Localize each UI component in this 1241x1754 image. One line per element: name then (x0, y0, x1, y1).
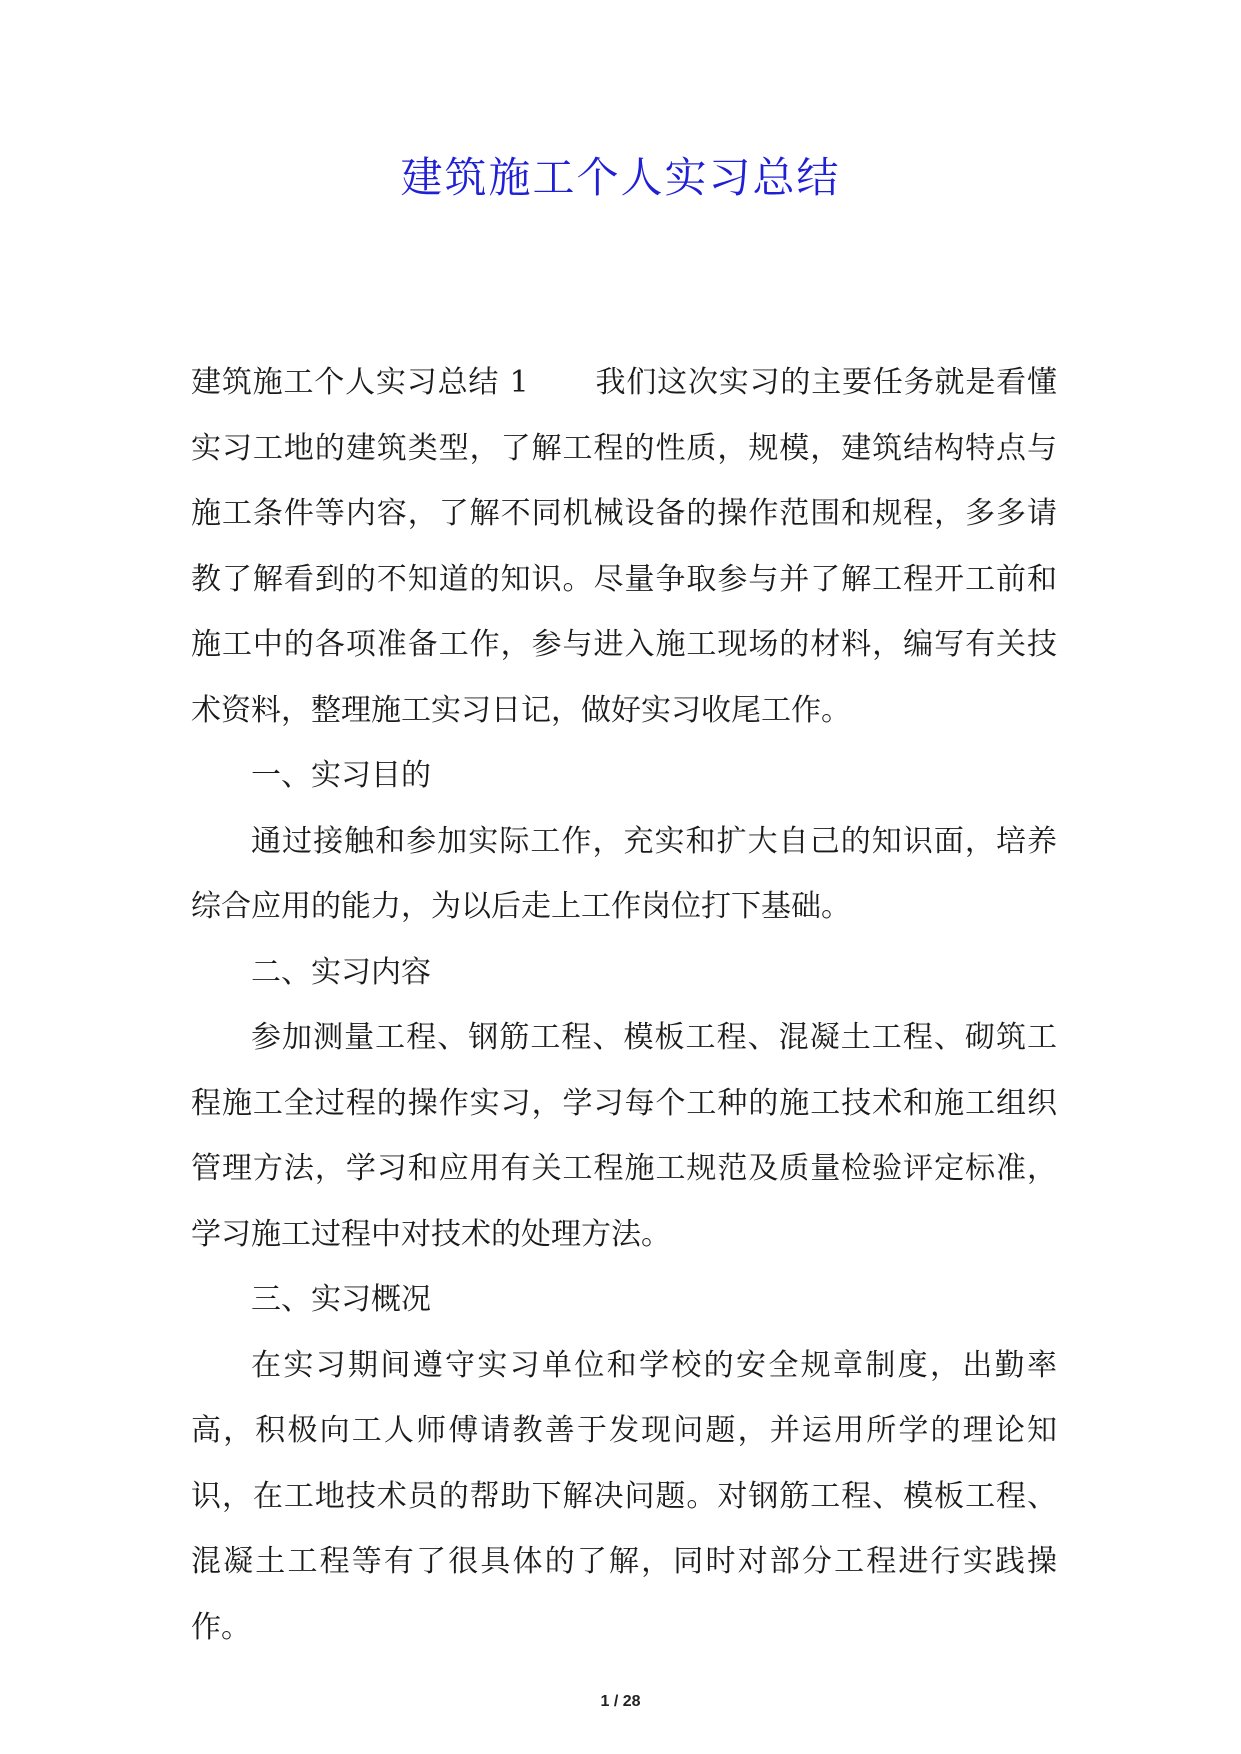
document-title: 建筑施工个人实习总结 (400, 153, 841, 202)
section-heading-overview: 三、实习概况 (251, 1282, 431, 1317)
section-heading-content: 二、实习内容 (251, 954, 431, 990)
page-number: 1 / 28 (600, 1693, 641, 1710)
intro-paragraph (191, 350, 1057, 743)
intro-text: 我们这次实习的主要任务就是看懂实习工地的建筑类型，了解工程的性质，规模，建筑结构特点与施工条件等内容，了解不同机械设备的操作范围和规程，多多请教了解看到的不知道的知识。尽量争取参与并了解工程开工前和施工中的各项准备工作，参与进入施工现场的材料，编写有关技术资料，整理施工实习日记，做好实习收尾工作。 (191, 365, 1058, 728)
section-text-purpose: 通过接触和参加实际工作，充实和扩大自己的知识面，培养综合应用的能力，为以后走上工作岗位打下基础。 (191, 823, 1057, 924)
document-body (191, 350, 1057, 1660)
section-text-overview: 在实习期间遵守实习单位和学校的安全规章制度，出勤率高，积极向工人师傅请教善于发现问题，并运用所学的理论知识，在工地技术员的帮助下解决问题。对钢筋工程、模板工程、混凝土工程等有了很具体的了解，同时对部分工程进行实践操作。 (191, 1347, 1057, 1645)
intro-heading: 建筑施工个人实习总结 1 (191, 365, 529, 400)
section-text-content: 参加测量工程、钢筋工程、模板工程、混凝土工程、砌筑工程施工全过程的操作实习，学习每个工种的施工技术和施工组织管理方法，学习和应用有关工程施工规范及质量检验评定标准，学习施工过程中对技术的处理方法。 (191, 1020, 1057, 1252)
section-heading-purpose: 一、实习目的 (251, 758, 431, 793)
